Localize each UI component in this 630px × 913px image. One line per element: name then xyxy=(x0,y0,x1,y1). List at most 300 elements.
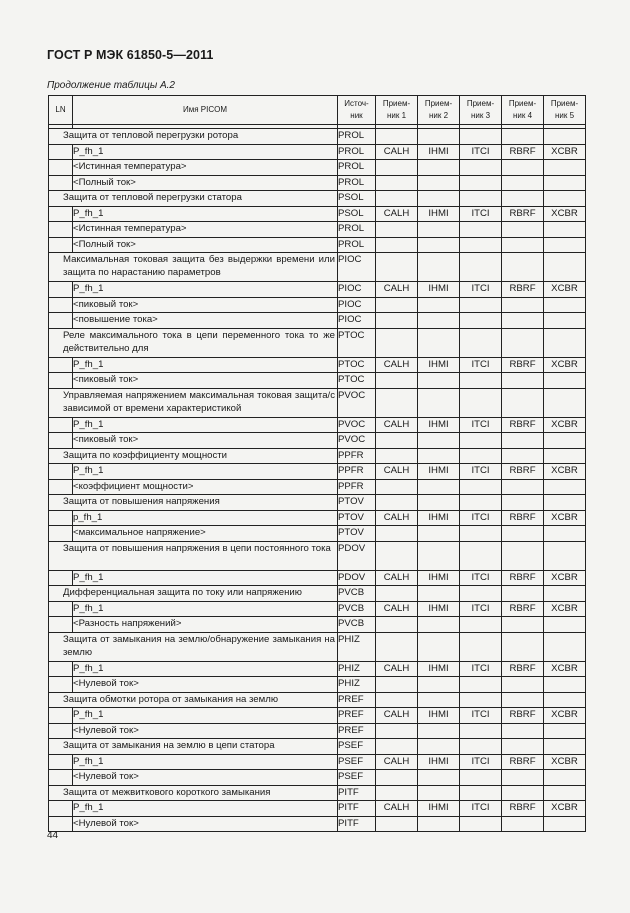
receiver-3-cell xyxy=(460,495,502,511)
receiver-5-cell xyxy=(544,526,586,542)
receiver-3-cell: ITCI xyxy=(460,417,502,433)
source-cell: PREF xyxy=(338,692,376,708)
picom-name-cell: P_fh_1 xyxy=(73,570,338,586)
receiver-1-cell xyxy=(376,328,418,357)
receiver-5-cell xyxy=(544,541,586,570)
receiver-4-cell: RBRF xyxy=(502,206,544,222)
source-cell: PSEF xyxy=(338,754,376,770)
ln-cell xyxy=(49,282,73,298)
picom-name-cell: <Нулевой ток> xyxy=(73,723,338,739)
receiver-5-cell xyxy=(544,388,586,417)
receiver-4-cell: RBRF xyxy=(502,282,544,298)
receiver-2-cell: IHMI xyxy=(418,801,460,817)
ln-cell xyxy=(49,433,73,449)
picom-name-cell: P_fh_1 xyxy=(73,661,338,677)
receiver-1-cell: CALH xyxy=(376,206,418,222)
receiver-4-cell xyxy=(502,495,544,511)
source-cell: PROL xyxy=(338,144,376,160)
picom-table xyxy=(48,95,586,832)
picom-name-cell: P_fh_1 xyxy=(73,417,338,433)
table-row xyxy=(49,206,586,222)
col-header-source: Источ- ник xyxy=(338,96,376,125)
picom-name-cell: <пиковый ток> xyxy=(73,373,338,389)
ln-cell xyxy=(49,617,73,633)
receiver-2-cell: IHMI xyxy=(418,417,460,433)
table-row xyxy=(49,388,586,417)
table-row xyxy=(49,464,586,480)
receiver-1-cell: CALH xyxy=(376,357,418,373)
receiver-1-cell: CALH xyxy=(376,464,418,480)
receiver-2-cell xyxy=(418,237,460,253)
receiver-2-cell xyxy=(418,541,460,570)
receiver-3-cell xyxy=(460,739,502,755)
receiver-5-cell xyxy=(544,677,586,693)
receiver-4-cell: RBRF xyxy=(502,510,544,526)
receiver-3-cell: ITCI xyxy=(460,464,502,480)
picom-name-cell: <Полный ток> xyxy=(73,175,338,191)
ln-cell xyxy=(49,160,73,176)
receiver-4-cell xyxy=(502,160,544,176)
ln-cell xyxy=(49,801,73,817)
table-row xyxy=(49,526,586,542)
table-row xyxy=(49,801,586,817)
receiver-4-cell: RBRF xyxy=(502,417,544,433)
receiver-2-cell: IHMI xyxy=(418,754,460,770)
source-cell: PVOC xyxy=(338,388,376,417)
picom-name-cell: <максимальное напряжение> xyxy=(73,526,338,542)
receiver-5-cell xyxy=(544,328,586,357)
receiver-3-cell xyxy=(460,253,502,282)
picom-name-cell: Защита по коэффициенту мощности xyxy=(49,448,338,464)
ln-cell xyxy=(49,357,73,373)
receiver-3-cell xyxy=(460,816,502,832)
table-row xyxy=(49,357,586,373)
source-cell: PITF xyxy=(338,801,376,817)
source-cell: PROL xyxy=(338,160,376,176)
receiver-5-cell xyxy=(544,617,586,633)
picom-name-cell: Защита от межвиткового короткого замыкания xyxy=(49,785,338,801)
receiver-4-cell xyxy=(502,448,544,464)
receiver-4-cell: RBRF xyxy=(502,464,544,480)
receiver-3-cell xyxy=(460,770,502,786)
receiver-4-cell xyxy=(502,723,544,739)
receiver-5-cell: XCBR xyxy=(544,357,586,373)
picom-name-cell: <Истинная температура> xyxy=(73,222,338,238)
receiver-4-cell xyxy=(502,388,544,417)
source-cell: PVOC xyxy=(338,417,376,433)
table-row xyxy=(49,129,586,145)
ln-cell xyxy=(49,417,73,433)
receiver-5-cell: XCBR xyxy=(544,282,586,298)
col-header-recv5: Прием- ник 5 xyxy=(544,96,586,125)
picom-name-cell: Управляемая напряжением максимальная токовая защита/с зависимой от времени характеристикой xyxy=(49,388,338,417)
picom-name-cell: <пиковый ток> xyxy=(73,433,338,449)
col-header-recv3: Прием- ник 3 xyxy=(460,96,502,125)
receiver-1-cell xyxy=(376,816,418,832)
receiver-5-cell: XCBR xyxy=(544,510,586,526)
receiver-2-cell xyxy=(418,388,460,417)
source-cell: PVCB xyxy=(338,617,376,633)
receiver-3-cell xyxy=(460,632,502,661)
table-row xyxy=(49,632,586,661)
receiver-1-cell xyxy=(376,297,418,313)
picom-name-cell: p_fh_1 xyxy=(73,510,338,526)
table-row xyxy=(49,708,586,724)
source-cell: PREF xyxy=(338,708,376,724)
source-cell: PROL xyxy=(338,129,376,145)
receiver-2-cell xyxy=(418,222,460,238)
col-header-recv1: Прием- ник 1 xyxy=(376,96,418,125)
picom-name-cell: P_fh_1 xyxy=(73,144,338,160)
table-row xyxy=(49,495,586,511)
receiver-2-cell xyxy=(418,617,460,633)
receiver-2-cell: IHMI xyxy=(418,661,460,677)
receiver-5-cell: XCBR xyxy=(544,754,586,770)
receiver-1-cell xyxy=(376,160,418,176)
table-row xyxy=(49,282,586,298)
receiver-4-cell xyxy=(502,617,544,633)
receiver-5-cell xyxy=(544,692,586,708)
source-cell: PVCB xyxy=(338,601,376,617)
receiver-3-cell: ITCI xyxy=(460,801,502,817)
table-row xyxy=(49,601,586,617)
picom-name-cell: Защита от замыкания на землю в цепи статора xyxy=(49,739,338,755)
receiver-1-cell xyxy=(376,448,418,464)
picom-name-cell: P_fh_1 xyxy=(73,464,338,480)
table-row xyxy=(49,677,586,693)
receiver-2-cell xyxy=(418,739,460,755)
receiver-4-cell xyxy=(502,191,544,207)
ln-cell xyxy=(49,526,73,542)
receiver-1-cell: CALH xyxy=(376,661,418,677)
receiver-4-cell xyxy=(502,237,544,253)
receiver-3-cell xyxy=(460,175,502,191)
source-cell: PSEF xyxy=(338,770,376,786)
receiver-3-cell xyxy=(460,586,502,602)
ln-cell xyxy=(49,297,73,313)
source-cell: PHIZ xyxy=(338,632,376,661)
source-cell: PDOV xyxy=(338,541,376,570)
receiver-4-cell xyxy=(502,222,544,238)
receiver-1-cell: CALH xyxy=(376,570,418,586)
receiver-5-cell xyxy=(544,297,586,313)
table-row xyxy=(49,191,586,207)
receiver-1-cell xyxy=(376,373,418,389)
col-header-picom: Имя PICOM xyxy=(73,96,338,125)
receiver-5-cell xyxy=(544,586,586,602)
receiver-3-cell: ITCI xyxy=(460,601,502,617)
ln-cell xyxy=(49,754,73,770)
table-row xyxy=(49,479,586,495)
receiver-4-cell: RBRF xyxy=(502,357,544,373)
ln-cell xyxy=(49,479,73,495)
receiver-2-cell xyxy=(418,632,460,661)
receiver-1-cell: CALH xyxy=(376,417,418,433)
source-cell: PIOC xyxy=(338,253,376,282)
col-header-recv2: Прием- ник 2 xyxy=(418,96,460,125)
receiver-4-cell xyxy=(502,479,544,495)
table-row xyxy=(49,328,586,357)
receiver-4-cell: RBRF xyxy=(502,570,544,586)
table-row xyxy=(49,373,586,389)
receiver-1-cell xyxy=(376,237,418,253)
receiver-3-cell xyxy=(460,129,502,145)
receiver-3-cell xyxy=(460,297,502,313)
receiver-1-cell xyxy=(376,433,418,449)
receiver-3-cell xyxy=(460,237,502,253)
receiver-4-cell xyxy=(502,129,544,145)
receiver-5-cell: XCBR xyxy=(544,417,586,433)
source-cell: PROL xyxy=(338,175,376,191)
receiver-1-cell xyxy=(376,692,418,708)
ln-cell xyxy=(49,770,73,786)
picom-name-cell: Защита обмотки ротора от замыкания на землю xyxy=(49,692,338,708)
receiver-3-cell xyxy=(460,313,502,329)
source-cell: PITF xyxy=(338,785,376,801)
source-cell: PPFR xyxy=(338,479,376,495)
receiver-3-cell xyxy=(460,388,502,417)
receiver-3-cell xyxy=(460,160,502,176)
receiver-2-cell xyxy=(418,328,460,357)
receiver-1-cell xyxy=(376,253,418,282)
receiver-1-cell xyxy=(376,723,418,739)
receiver-2-cell xyxy=(418,253,460,282)
receiver-3-cell: ITCI xyxy=(460,661,502,677)
receiver-2-cell xyxy=(418,785,460,801)
table-row xyxy=(49,754,586,770)
receiver-4-cell xyxy=(502,526,544,542)
receiver-1-cell xyxy=(376,313,418,329)
source-cell: PROL xyxy=(338,237,376,253)
table-row xyxy=(49,661,586,677)
receiver-2-cell xyxy=(418,770,460,786)
receiver-5-cell xyxy=(544,373,586,389)
receiver-2-cell xyxy=(418,297,460,313)
picom-name-cell: <коэффициент мощности> xyxy=(73,479,338,495)
receiver-5-cell xyxy=(544,129,586,145)
receiver-2-cell xyxy=(418,191,460,207)
receiver-4-cell xyxy=(502,632,544,661)
receiver-3-cell: ITCI xyxy=(460,754,502,770)
receiver-4-cell xyxy=(502,175,544,191)
picom-name-cell: P_fh_1 xyxy=(73,601,338,617)
receiver-2-cell: IHMI xyxy=(418,144,460,160)
receiver-5-cell: XCBR xyxy=(544,570,586,586)
ln-cell xyxy=(49,313,73,329)
ln-cell xyxy=(49,206,73,222)
source-cell: PIOC xyxy=(338,313,376,329)
receiver-3-cell xyxy=(460,191,502,207)
receiver-5-cell xyxy=(544,785,586,801)
receiver-3-cell xyxy=(460,723,502,739)
receiver-2-cell xyxy=(418,175,460,191)
receiver-2-cell: IHMI xyxy=(418,601,460,617)
picom-name-cell: <повышение тока> xyxy=(73,313,338,329)
picom-name-cell: <Истинная температура> xyxy=(73,160,338,176)
receiver-4-cell xyxy=(502,586,544,602)
receiver-3-cell xyxy=(460,433,502,449)
receiver-2-cell xyxy=(418,692,460,708)
receiver-2-cell: IHMI xyxy=(418,510,460,526)
receiver-4-cell: RBRF xyxy=(502,708,544,724)
receiver-5-cell xyxy=(544,160,586,176)
receiver-3-cell: ITCI xyxy=(460,206,502,222)
picom-name-cell: <Полный ток> xyxy=(73,237,338,253)
receiver-3-cell xyxy=(460,373,502,389)
table-row xyxy=(49,222,586,238)
table-row xyxy=(49,816,586,832)
receiver-3-cell: ITCI xyxy=(460,357,502,373)
picom-name-cell: <Нулевой ток> xyxy=(73,677,338,693)
receiver-2-cell xyxy=(418,479,460,495)
receiver-2-cell xyxy=(418,586,460,602)
receiver-1-cell xyxy=(376,586,418,602)
source-cell: PSOL xyxy=(338,191,376,207)
source-cell: PSEF xyxy=(338,739,376,755)
table-row xyxy=(49,692,586,708)
picom-name-cell: Защита от повышения напряжения в цепи постоянного тока xyxy=(49,541,338,570)
receiver-1-cell: CALH xyxy=(376,510,418,526)
receiver-5-cell: XCBR xyxy=(544,144,586,160)
receiver-1-cell xyxy=(376,632,418,661)
receiver-2-cell xyxy=(418,816,460,832)
receiver-2-cell xyxy=(418,723,460,739)
ln-cell xyxy=(49,222,73,238)
receiver-4-cell: RBRF xyxy=(502,801,544,817)
receiver-1-cell xyxy=(376,479,418,495)
receiver-1-cell: CALH xyxy=(376,754,418,770)
source-cell: PSOL xyxy=(338,206,376,222)
table-row xyxy=(49,144,586,160)
receiver-1-cell: CALH xyxy=(376,801,418,817)
picom-name-cell: <Разность напряжений> xyxy=(73,617,338,633)
receiver-3-cell xyxy=(460,479,502,495)
receiver-2-cell xyxy=(418,160,460,176)
receiver-2-cell xyxy=(418,448,460,464)
source-cell: PTOC xyxy=(338,328,376,357)
receiver-4-cell: RBRF xyxy=(502,144,544,160)
receiver-4-cell xyxy=(502,770,544,786)
source-cell: PTOV xyxy=(338,526,376,542)
receiver-2-cell: IHMI xyxy=(418,282,460,298)
table-row xyxy=(49,448,586,464)
source-cell: PROL xyxy=(338,222,376,238)
receiver-4-cell xyxy=(502,785,544,801)
source-cell: PITF xyxy=(338,816,376,832)
table-row xyxy=(49,313,586,329)
receiver-3-cell xyxy=(460,617,502,633)
ln-cell xyxy=(49,723,73,739)
receiver-5-cell: XCBR xyxy=(544,661,586,677)
receiver-5-cell xyxy=(544,313,586,329)
receiver-5-cell xyxy=(544,770,586,786)
receiver-4-cell: RBRF xyxy=(502,601,544,617)
table-row xyxy=(49,160,586,176)
source-cell: PTOV xyxy=(338,510,376,526)
receiver-1-cell xyxy=(376,388,418,417)
receiver-1-cell: CALH xyxy=(376,601,418,617)
table-row xyxy=(49,570,586,586)
table-row xyxy=(49,297,586,313)
receiver-2-cell xyxy=(418,677,460,693)
receiver-1-cell: CALH xyxy=(376,282,418,298)
receiver-5-cell xyxy=(544,253,586,282)
table-row xyxy=(49,785,586,801)
receiver-2-cell: IHMI xyxy=(418,464,460,480)
header-row xyxy=(49,96,586,125)
receiver-4-cell xyxy=(502,253,544,282)
receiver-4-cell: RBRF xyxy=(502,661,544,677)
receiver-5-cell xyxy=(544,433,586,449)
receiver-2-cell xyxy=(418,313,460,329)
receiver-1-cell xyxy=(376,175,418,191)
receiver-3-cell: ITCI xyxy=(460,282,502,298)
receiver-5-cell xyxy=(544,495,586,511)
receiver-5-cell: XCBR xyxy=(544,601,586,617)
receiver-2-cell xyxy=(418,373,460,389)
receiver-2-cell: IHMI xyxy=(418,357,460,373)
picom-name-cell: <Нулевой ток> xyxy=(73,770,338,786)
receiver-5-cell xyxy=(544,632,586,661)
receiver-4-cell xyxy=(502,816,544,832)
receiver-3-cell xyxy=(460,448,502,464)
receiver-5-cell xyxy=(544,723,586,739)
receiver-1-cell xyxy=(376,617,418,633)
receiver-4-cell xyxy=(502,328,544,357)
page-number: 44 xyxy=(47,830,59,841)
source-cell: PIOC xyxy=(338,297,376,313)
receiver-5-cell xyxy=(544,739,586,755)
receiver-3-cell: ITCI xyxy=(460,510,502,526)
source-cell: PPFR xyxy=(338,448,376,464)
receiver-2-cell: IHMI xyxy=(418,570,460,586)
receiver-1-cell xyxy=(376,541,418,570)
receiver-1-cell xyxy=(376,495,418,511)
receiver-3-cell: ITCI xyxy=(460,144,502,160)
ln-cell xyxy=(49,373,73,389)
receiver-3-cell xyxy=(460,328,502,357)
picom-name-cell: P_fh_1 xyxy=(73,206,338,222)
receiver-5-cell xyxy=(544,816,586,832)
receiver-4-cell: RBRF xyxy=(502,754,544,770)
table-body xyxy=(49,125,586,832)
receiver-4-cell xyxy=(502,677,544,693)
table-row xyxy=(49,253,586,282)
picom-name-cell: Дифференциальная защита по току или напряжению xyxy=(49,586,338,602)
receiver-2-cell: IHMI xyxy=(418,708,460,724)
ln-cell xyxy=(49,677,73,693)
table-row xyxy=(49,723,586,739)
source-cell: PIOC xyxy=(338,282,376,298)
receiver-5-cell: XCBR xyxy=(544,464,586,480)
source-cell: PPFR xyxy=(338,464,376,480)
receiver-1-cell xyxy=(376,785,418,801)
col-header-ln: LN xyxy=(49,96,73,125)
receiver-1-cell xyxy=(376,526,418,542)
receiver-3-cell xyxy=(460,526,502,542)
picom-name-cell: Защита от тепловой перегрузки ротора xyxy=(49,129,338,145)
receiver-2-cell xyxy=(418,129,460,145)
receiver-3-cell xyxy=(460,677,502,693)
table-row xyxy=(49,433,586,449)
receiver-1-cell: CALH xyxy=(376,144,418,160)
source-cell: PTOC xyxy=(338,357,376,373)
picom-name-cell: Защита от замыкания на землю/обнаружение замыкания на землю xyxy=(49,632,338,661)
ln-cell xyxy=(49,144,73,160)
picom-name-cell: P_fh_1 xyxy=(73,357,338,373)
ln-cell xyxy=(49,510,73,526)
picom-name-cell: P_fh_1 xyxy=(73,708,338,724)
